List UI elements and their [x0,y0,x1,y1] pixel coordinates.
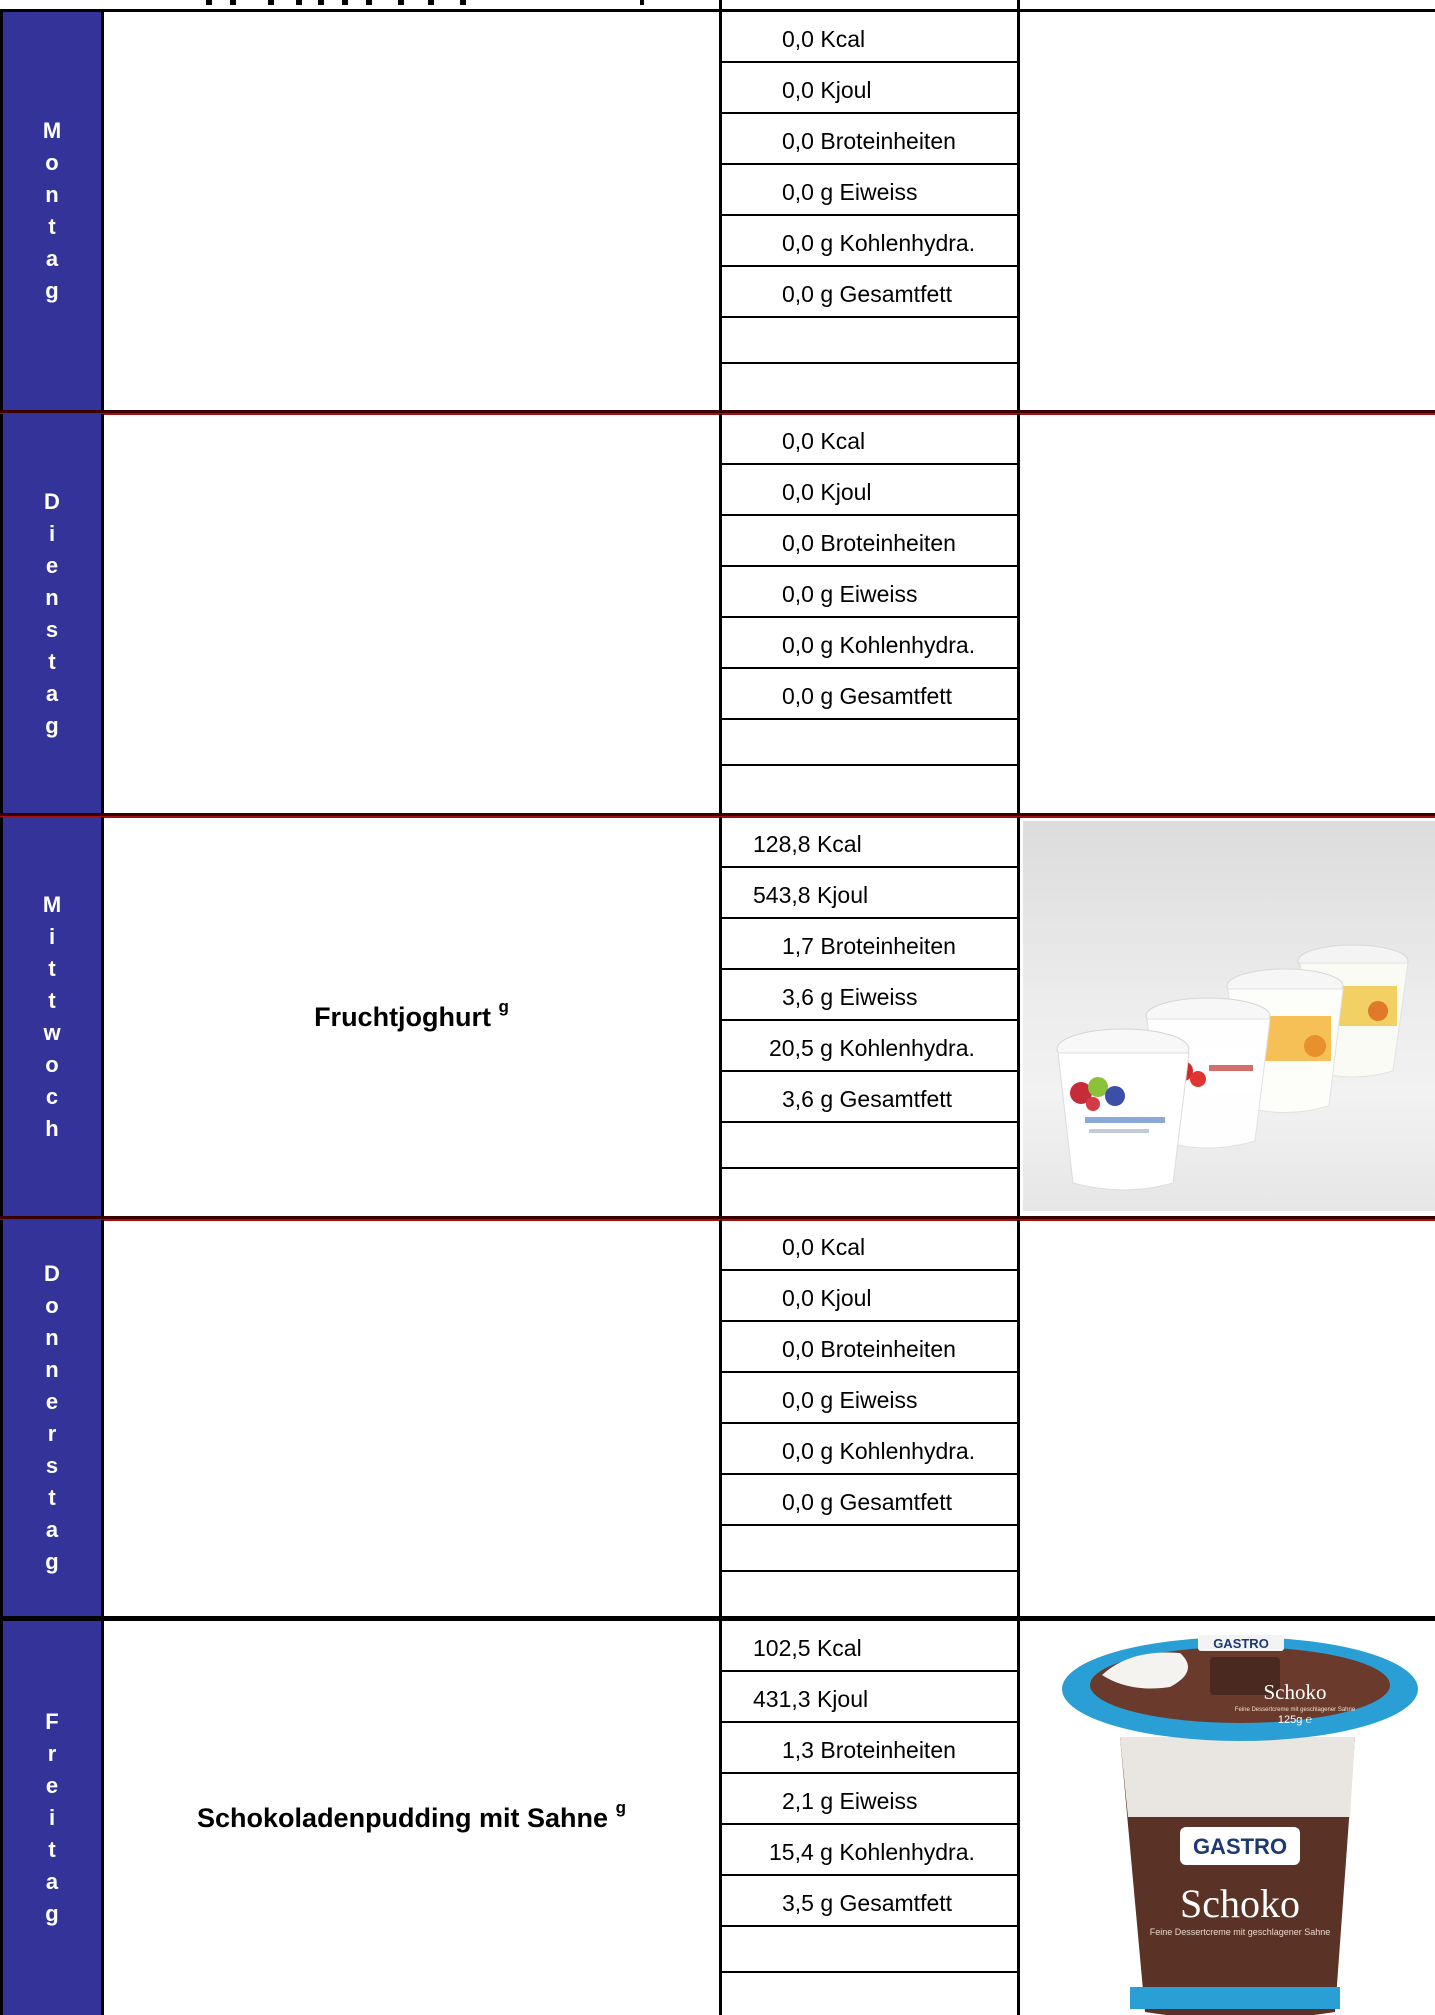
dish-name: Fruchtjoghurt $^g$ [314,996,509,1032]
dish-cell [104,817,722,1216]
lid-product-subline: Feine Dessertcreme mit geschlagener Sahne [1234,1707,1356,1713]
day-letter: o [45,150,59,175]
day-letter: M [42,891,62,917]
day-row-dienstag [0,410,1435,813]
nutrition-empty [722,1927,1017,1973]
cup-brand-label: GASTRO [1192,1834,1288,1859]
day-letter: t [48,1837,56,1862]
cup-product-name: Schoko [1180,1881,1300,1926]
photo-cell [1020,414,1435,813]
lid-brand-label: GASTRO [1213,1636,1269,1651]
nutrition-kohlenhydrate: 0,0 g Kohlenhydra. [722,1424,1017,1475]
day-band [0,414,104,813]
day-letter: i [48,520,56,546]
day-letter: i [48,1805,56,1830]
day-band [0,1621,104,2015]
day-letter: n [45,1357,59,1382]
day-letter: e [45,1773,59,1798]
day-letter: g [45,712,59,738]
nutrition-kcal: 128,8 Kcal [722,817,1017,868]
nutrition-kohlenhydrate: 0,0 g Kohlenhydra. [722,618,1017,669]
nutrition-column [722,817,1020,1216]
day-letter: a [45,1869,59,1894]
nutrition-broteinheiten: 0,0 Broteinheiten [722,1322,1017,1373]
dish-cell [104,1621,722,2015]
cup-product-subline: Feine Dessertcreme mit geschlagener Sahne [1149,1927,1331,1937]
nutrition-eiweiss: 2,1 g Eiweiss [722,1774,1017,1825]
day-letter: g [45,278,59,303]
photo-cell [1020,1621,1435,2015]
nutrition-kohlenhydrate: 0,0 g Kohlenhydra. [722,216,1017,267]
nutrition-column [722,414,1020,813]
nutrition-gesamtfett: 3,6 g Gesamtfett [722,1072,1017,1123]
nutrition-empty [722,1526,1017,1572]
day-letter: t [48,955,56,981]
day-letter: t [48,214,56,239]
header-left-cell [0,0,722,12]
nutrition-kcal: 0,0 Kcal [722,1220,1017,1271]
lid-weight: 125g ℮ [1277,1714,1313,1726]
day-letter: n [45,1325,59,1350]
fruit-yogurt-cups-photo [1023,821,1435,1211]
day-letter: r [47,1741,57,1766]
day-letter: h [45,1115,59,1141]
nutrition-gesamtfett: 0,0 g Gesamtfett [722,267,1017,318]
nutrition-empty [722,318,1017,364]
nutrition-gesamtfett: 0,0 g Gesamtfett [722,669,1017,720]
day-letter: g [45,1901,59,1926]
photo-cell [1020,12,1435,410]
photo-cell [1020,1220,1435,1616]
nutrition-broteinheiten: 1,3 Broteinheiten [722,1723,1017,1774]
nutrition-eiweiss: 0,0 g Eiweiss [722,567,1017,618]
nutrition-broteinheiten: 0,0 Broteinheiten [722,516,1017,567]
header-strip [0,0,1435,12]
day-letter: g [45,1549,59,1574]
nutrition-kjoul: 543,8 Kjoul [722,868,1017,919]
day-row-freitag [0,1616,1435,2015]
nutrition-empty [722,720,1017,766]
day-row-montag [0,12,1435,410]
day-row-mittwoch [0,813,1435,1216]
lid-product-name: Schoko [1263,1680,1327,1704]
nutrition-kjoul: 0,0 Kjoul [722,1271,1017,1322]
nutrition-kjoul: 0,0 Kjoul [722,465,1017,516]
nutrition-kohlenhydrate: 20,5 g Kohlenhydra. [722,1021,1017,1072]
day-letter: F [45,1709,59,1734]
nutrition-gesamtfett: 3,5 g Gesamtfett [722,1876,1017,1927]
nutrition-column [722,12,1020,410]
dish-cell [104,1220,722,1616]
dish-name: Schokoladenpudding mit Sahne $^g$ [197,1798,626,1833]
day-letter: s [45,616,59,642]
day-band [0,1220,104,1616]
day-letter: n [45,584,59,610]
day-letter: w [43,1019,61,1045]
day-letter: a [45,680,59,706]
day-letter: t [48,987,56,1013]
day-letter: i [48,923,56,949]
nutrition-eiweiss: 0,0 g Eiweiss [722,165,1017,216]
nutrition-empty [722,1123,1017,1169]
day-letter: t [48,648,56,674]
nutrition-eiweiss: 0,0 g Eiweiss [722,1373,1017,1424]
nutrition-broteinheiten: 0,0 Broteinheiten [722,114,1017,165]
day-letter: s [45,1453,59,1478]
header-mid-cell [722,0,1020,12]
day-letter: D [44,1261,60,1286]
nutrition-kjoul: 431,3 Kjoul [722,1672,1017,1723]
nutrition-broteinheiten: 1,7 Broteinheiten [722,919,1017,970]
day-letter: o [45,1293,59,1318]
dish-cell [104,414,722,813]
chocolate-pudding-cup-photo [1050,1627,1435,2015]
day-letter: e [45,552,59,578]
nutrition-gesamtfett: 0,0 g Gesamtfett [722,1475,1017,1526]
day-band [0,817,104,1216]
nutrition-column [722,1220,1020,1616]
nutrition-kjoul: 0,0 Kjoul [722,63,1017,114]
nutrition-kcal: 0,0 Kcal [722,12,1017,63]
dish-cell [104,12,722,410]
nutrition-column [722,1621,1020,2015]
nutrition-kohlenhydrate: 15,4 g Kohlenhydra. [722,1825,1017,1876]
day-letter: n [45,182,59,207]
day-row-donnerstag [0,1216,1435,1616]
day-letter: a [45,1517,59,1542]
day-letter: o [45,1051,59,1077]
photo-cell [1020,817,1435,1216]
nutrition-eiweiss: 3,6 g Eiweiss [722,970,1017,1021]
day-letter: D [44,488,60,514]
day-letter: t [48,1485,56,1510]
day-letter: r [47,1421,57,1446]
day-letter: a [45,246,59,271]
day-letter: e [45,1389,59,1414]
nutrition-kcal: 0,0 Kcal [722,414,1017,465]
day-letter: c [45,1083,59,1109]
day-letter: M [42,118,62,143]
nutrition-kcal: 102,5 Kcal [722,1621,1017,1672]
day-band [0,12,104,410]
